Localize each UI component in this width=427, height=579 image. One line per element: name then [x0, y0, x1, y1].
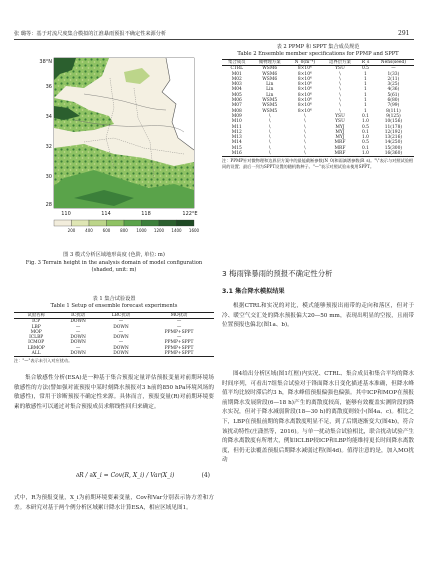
table-cell: M03 — [231, 82, 242, 88]
table-cell: \ — [339, 108, 341, 114]
colorbar — [54, 220, 200, 233]
table-cell: 1 — [364, 92, 367, 98]
table-cell: 0.1 — [361, 129, 369, 135]
table-header-cell: IC扰动 — [71, 313, 86, 318]
table-cell: 2(11) — [387, 76, 400, 82]
table-cell: 14(250) — [384, 140, 403, 146]
table-row — [14, 351, 214, 357]
table-cell: 1 — [364, 103, 367, 109]
colorbar-label: 400 — [85, 228, 93, 233]
table-cell: 1.0 — [361, 119, 369, 125]
table-cell: 1 — [364, 87, 367, 93]
table-cell: — — [391, 66, 396, 72]
table-cell: M13 — [231, 135, 242, 141]
table-cell: Lin — [266, 87, 274, 93]
equation-4 — [14, 468, 214, 486]
table-cell: WSM6 — [262, 76, 278, 82]
table-cell: WSM5 — [262, 108, 278, 114]
table-cell: CTRL — [230, 66, 244, 72]
colorbar-swatch — [89, 220, 107, 226]
table-cell: \ — [304, 129, 306, 135]
table-cell: LBP — [31, 324, 41, 330]
colorbar-label: 600 — [102, 228, 111, 233]
table-cell: M12 — [231, 129, 242, 135]
colorbar-label: 1000 — [136, 228, 147, 233]
table-cell: M15 — [231, 145, 242, 151]
table-cell: M06 — [231, 98, 242, 104]
figure-3-caption-cn: 图 3 模式分析区域地形高度 (色阶, 单位: m) — [63, 252, 165, 258]
table-cell: \ — [304, 113, 306, 119]
table-cell: 0.1 — [361, 113, 369, 119]
colorbar-label: 800 — [120, 228, 128, 233]
table-cell: — — [75, 324, 81, 330]
table-cell: 12(192) — [384, 129, 403, 135]
page-number: 291 — [398, 30, 410, 37]
lat-label: 34 — [45, 114, 52, 120]
lat-label: 36 — [45, 84, 52, 90]
right-paragraph-1: 根据CTRL和实况的对比，模式能够预报出雨带的走向和落区，但对于冷、暖空气交汇处的降水预报偏大20—50 mm，表现出明显的空报，且雨带位置预报也偏北(图1a、b)。 — [222, 303, 414, 329]
table-cell: \ — [268, 135, 271, 141]
table-cell: M05 — [231, 92, 242, 98]
table-cell: M10 — [231, 119, 242, 125]
table-cell: 1 — [364, 71, 367, 77]
table-cell: 8×10⁶ — [297, 103, 312, 109]
table-cell: MYJ — [335, 135, 345, 141]
table-cell: M11 — [231, 124, 242, 130]
table-cell: ALL — [31, 351, 41, 357]
table-cell: 6(80) — [387, 98, 400, 104]
table-cell: 0.5 — [361, 140, 369, 146]
table-header-cell: 微物理方案 — [258, 60, 281, 65]
table-cell: M07 — [231, 103, 242, 109]
table-1-title-en: Table 1 Setup of ensemble forecast experiments — [50, 303, 178, 309]
table-cell: PPMP+SPPT — [164, 329, 194, 335]
table-2-title-cn: 表 2 PPMP 和 SPPT 集合成员规范 — [276, 44, 360, 50]
table-cell: 0.5 — [361, 124, 369, 130]
table-cell: 5(61) — [387, 92, 400, 98]
subsection-title: 3.1 集合降水模拟结果 — [222, 288, 285, 295]
colorbar-label: 1400 — [171, 228, 182, 233]
equation-number: (4) — [201, 472, 210, 479]
lon-label: 110 — [61, 211, 71, 217]
table-cell: 8×10⁶ — [297, 82, 312, 88]
table-cell: — — [75, 345, 81, 351]
table-cell: M02 — [231, 76, 242, 82]
table-cell: — — [176, 324, 182, 330]
colorbar-label: 200 — [67, 228, 76, 233]
table-cell: \ — [339, 103, 341, 109]
lon-label: 118 — [141, 211, 151, 217]
figure-3 — [14, 44, 214, 276]
lat-label: 28 — [45, 202, 52, 208]
table-header-cell: N_0(m⁻⁴) — [294, 60, 316, 65]
table-cell: MRF — [334, 140, 346, 146]
table-cell: YSU — [335, 113, 345, 119]
table-cell: 0.1 — [361, 145, 369, 151]
table-header-cell: LBC扰动 — [111, 313, 131, 318]
table-cell: — — [75, 329, 81, 335]
table-cell: DOWN — [113, 345, 129, 351]
table-cell: \ — [304, 145, 306, 151]
table-cell: 8×10⁶ — [297, 71, 312, 77]
table-cell: 8×10⁶ — [297, 87, 312, 93]
table-cell: \ — [268, 151, 271, 157]
table-cell: \ — [268, 140, 271, 146]
table-cell: DOWN — [70, 335, 86, 341]
table-cell: 16(360) — [384, 151, 403, 157]
lat-label: 38°N — [39, 59, 52, 65]
table-cell: \ — [339, 76, 341, 82]
table-cell: \ — [304, 119, 306, 125]
table-cell: DOWN — [70, 319, 86, 325]
colorbar-swatch — [142, 220, 160, 226]
table-2-note: 注：PPMP针对微物理和边界层方案中的最能截断参数(N_0)和雨滴谱参数(R_s)。"\"表示与对照试验相同的设置；最后一列为SPPT设置的随机数种子。"—"表示对照试验未使用SPPT。 — [222, 158, 414, 169]
colorbar-swatch — [177, 220, 195, 226]
running-title: 张 璐等：基于对流尺度集合模拟的江淮暴雨预报不确定性来源分析 — [14, 31, 167, 37]
table-cell: \ — [268, 124, 271, 130]
table-cell: \ — [304, 135, 306, 141]
table-cell: 1.0 — [361, 135, 369, 141]
table-cell: DOWN — [70, 351, 86, 357]
colorbar-label: 1600 — [188, 228, 200, 233]
table-cell: 0.5 — [361, 66, 369, 72]
table-cell: 7(99) — [387, 103, 400, 109]
table-cell: \ — [304, 124, 306, 130]
table-row — [222, 151, 414, 157]
table-2-title-en: Table 2 Ensemble member specifications for PPMP and SPPT — [237, 51, 399, 57]
table-cell: 8×10⁶ — [297, 98, 312, 104]
table-cell: 15(300) — [384, 145, 403, 151]
table-cell: 8×10⁶ — [297, 66, 312, 72]
table-cell: WSM5 — [262, 103, 278, 109]
table-cell: M01 — [231, 71, 242, 77]
table-cell: M14 — [231, 140, 242, 146]
table-cell: \ — [339, 92, 341, 98]
table-cell: 3(25) — [387, 82, 400, 88]
table-cell: DOWN — [113, 335, 129, 341]
lat-label: 30 — [45, 174, 52, 180]
section-title: 3 梅雨锋暴雨的预报不确定性分析 — [222, 269, 333, 278]
header-rule — [14, 39, 414, 40]
table-cell: MRF — [334, 151, 346, 157]
table-cell: 1(33) — [387, 71, 400, 77]
table-cell: YSU — [335, 66, 345, 72]
table-2 — [222, 44, 414, 170]
colorbar-swatch — [159, 220, 177, 226]
table-header-cell: MO扰动 — [170, 313, 188, 318]
table-cell: — — [118, 319, 124, 325]
table-header-cell: R_s — [361, 60, 370, 65]
table-cell: \ — [339, 71, 341, 77]
table-cell: \ — [339, 87, 341, 93]
table-cell: Lin — [266, 92, 274, 98]
table-cell: MOP — [30, 329, 42, 335]
table-cell: WSM6 — [262, 71, 278, 77]
table-cell: MYJ — [335, 129, 345, 135]
table-cell: ICP — [32, 319, 41, 325]
table-cell: \ — [339, 82, 341, 88]
table-cell: Lin — [266, 82, 274, 88]
table-cell: YSU — [335, 119, 345, 125]
table-cell: LBMOP — [27, 345, 45, 351]
table-cell: 8(111) — [386, 108, 401, 114]
table-1 — [14, 296, 214, 364]
table-cell: 1 — [364, 82, 367, 88]
table-1-title-cn: 表 1 集合试验设置 — [92, 296, 136, 302]
left-paragraph-1: 集合敏感性分析(ESA)是一种基于集合预报定量评估预报变量对前期环境场敏感性的方法(譬如强对流预报中某时刻降水预报对3 h前的850 hPa环境风场的敏感性)，常用于诊断预报不确定性来源。具体而言，预报变量(R)对前期环境要素的敏感性可以通过对集合预报成员求解线性回归来确定。 — [14, 375, 214, 410]
table-cell: 8×10⁶ — [297, 92, 312, 98]
table-1-grid — [14, 312, 214, 357]
table-header-cell: 集合成员 — [228, 60, 246, 65]
terrain-map — [14, 44, 214, 244]
table-cell: ICLBP — [29, 335, 44, 341]
table-cell: 1 — [364, 108, 367, 114]
table-cell: \ — [339, 98, 341, 104]
table-cell: 13(216) — [384, 135, 403, 141]
lon-label: 122°E — [182, 211, 198, 217]
table-header-cell: 试验名称 — [27, 313, 45, 318]
table-2-grid — [222, 59, 414, 157]
colorbar-swatch — [107, 220, 125, 226]
table-cell: \ — [268, 119, 271, 125]
table-cell: WSM5 — [262, 98, 278, 104]
table-cell: DOWN — [113, 324, 129, 330]
map-panel — [54, 58, 194, 208]
colorbar-swatch — [72, 220, 90, 226]
table-cell: M08 — [231, 108, 242, 114]
table-cell: ICMOP — [28, 340, 45, 346]
lat-label: 32 — [45, 144, 52, 150]
right-paragraph-2: 图4给出分析区域(图1红框)内实况、CTRL、集合成员和集合平均的降水时间序列，可看出7组集合试验对于锋面降水日变化描述基本准确，但降水峰值平均比较时滞后约3 h，降水峰值预报偏强也偏强。其中ICP和MOP在预报前期降水发展阶段(6—18 h)产生的离散度较高，能够有效覆盖实测阶段的降水实况，但对于降水减弱阶段(18—30 h)的离散度则较小(图4a、c)。相比之下，LBP在预报前期的降水离散度明显不足，到了后期逐渐变大(图4b)，符合该扰动特性(庄潇然等，2016)。与单一扰动集合试验相比，联合扰动试验产生的降水离散度有所增大，例如ICLBP较ICP和LBP均能维持更长时间降水离散度，但仍无法覆盖预报后期降水减弱过程(图4d)。值得注意的是，加入MO扰动 — [222, 371, 414, 464]
table-cell: PPMP+SPPT — [164, 340, 194, 346]
lon-label: 114 — [101, 211, 111, 217]
figure-3-caption-en: Fig. 3 Terrain height in the analysis domain of model configuration (shaded, unit: m) — [25, 260, 203, 273]
table-cell: \ — [268, 129, 271, 135]
table-cell: — — [176, 319, 182, 325]
table-cell: M04 — [231, 87, 242, 93]
table-cell: 1.0 — [361, 151, 369, 157]
equation-body: ∂R / ∂X_i = Cov(R, X_i) / Var(X_i) — [76, 472, 175, 479]
table-cell: 8×10⁶ — [297, 108, 312, 114]
table-cell: 1 — [364, 98, 367, 104]
table-cell: \ — [268, 145, 271, 151]
table-cell: M16 — [231, 151, 242, 157]
table-cell: MRF — [334, 145, 346, 151]
table-cell: 4(36) — [387, 87, 400, 93]
table-cell: 9(125) — [386, 113, 401, 119]
table-cell: — — [118, 329, 124, 335]
colorbar-swatch — [54, 220, 72, 226]
colorbar-label: 1200 — [153, 228, 165, 233]
table-cell: 1 — [364, 76, 367, 82]
table-header-cell: Nens(seed) — [380, 60, 407, 65]
table-cell: DOWN — [70, 340, 86, 346]
table-cell: 10(156) — [384, 119, 403, 125]
table-cell: PPMP+SPPT — [164, 351, 194, 357]
table-cell: \ — [304, 151, 306, 157]
table-cell: — — [176, 335, 182, 341]
table-cell: \ — [268, 113, 271, 119]
table-header-cell: 边界层方案 — [328, 60, 351, 65]
left-paragraph-2: 式中，R为预报变量，X_i为前期环境要素变量，Cov和Var分别表示协方差和方差。本研究对基于两个例分析区域累计降水计算ESA，相应区域见图1。 — [14, 495, 214, 511]
table-cell: 11(178) — [384, 124, 403, 130]
colorbar-swatch — [124, 220, 142, 226]
table-cell: — — [118, 340, 124, 346]
table-cell: DOWN — [113, 351, 129, 357]
table-cell: MYJ — [335, 124, 345, 130]
table-cell: WSM6 — [262, 66, 278, 72]
table-cell: PPMP+SPPT — [164, 345, 194, 351]
table-cell: M09 — [231, 113, 242, 119]
table-cell: 8×10⁶ — [297, 76, 312, 82]
table-1-note: 注："—"表示未引入对应扰动。 — [14, 358, 73, 364]
table-cell: \ — [304, 140, 306, 146]
